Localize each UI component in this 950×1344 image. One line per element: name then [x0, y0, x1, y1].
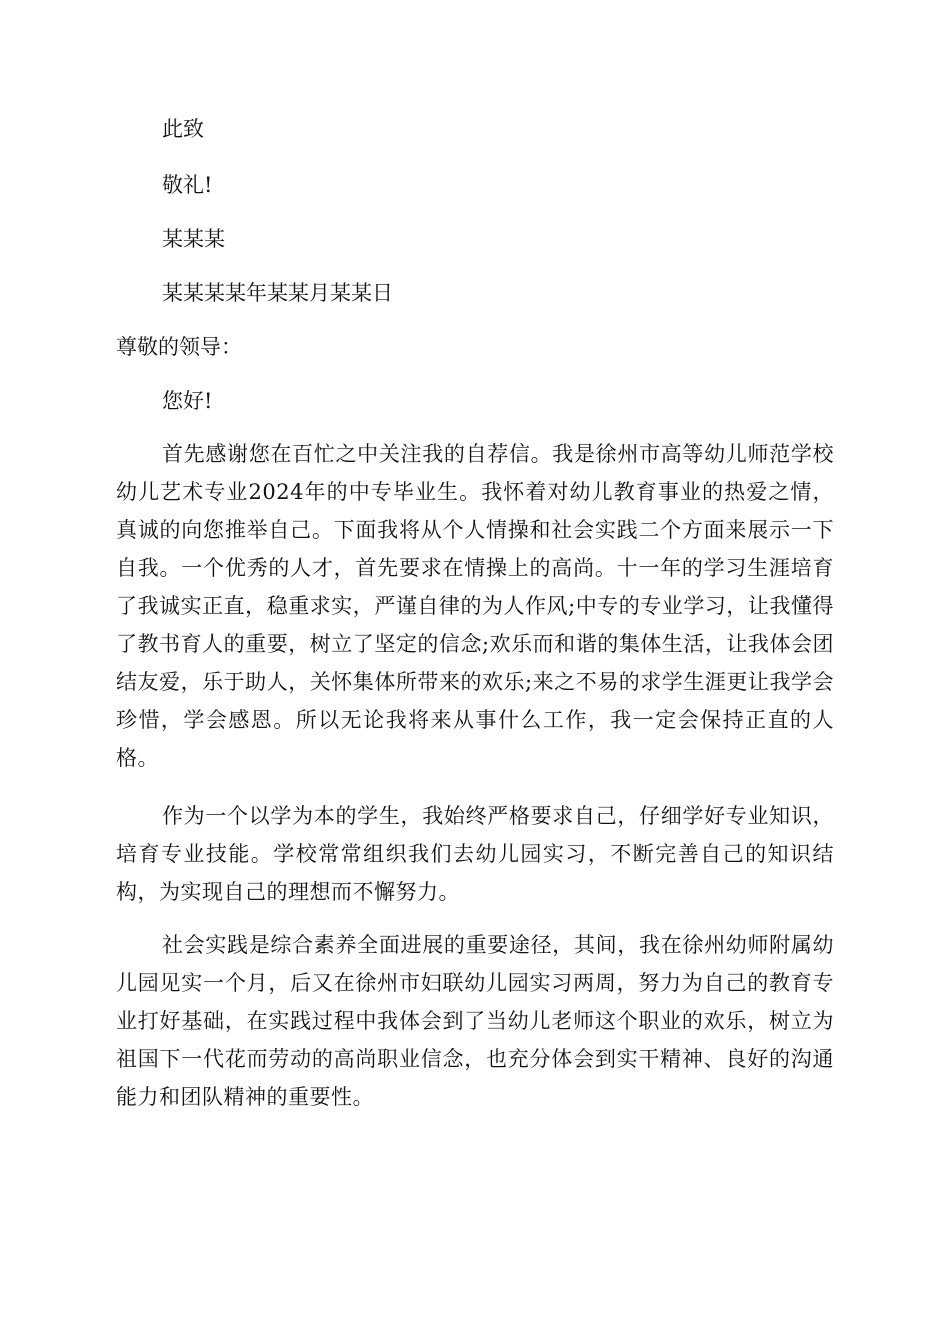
paragraph-text: 作为一个以学为本的学生，我始终严格要求自己，仔细学好专业知识，培育专业技能。学校常常组织我们去幼儿园实习，不断完善自己的知识结构，为实现自己的理想而不懈努力。 [116, 804, 834, 904]
closing-line-1: 此致 [162, 117, 204, 141]
closing-line-2: 敬礼! [162, 173, 213, 197]
signature: 某某某 [162, 227, 225, 251]
letter-salutation: 尊敬的领导： [116, 335, 242, 359]
letter-paragraph-3 [116, 926, 834, 1116]
letter-paragraph-2 [116, 797, 834, 911]
paragraph-text: 首先感谢您在百忙之中关注我的自荐信。我是徐州市高等幼儿师范学校幼儿艺术专业2024年的中专毕业生。我怀着对幼儿教育事业的热爱之情，真诚的向您推举自己。下面我将从个人情操和社会实践二个方面来展示一下自我。一个优秀的人才，首先要求在情操上的高尚。十一年的学习生涯培育了我诚实正直，稳重求实，严谨自律的为人作风;中专的专业学习，让我懂得了教书育人的重要，树立了坚定的信念;欢乐而和谐的集体生活，让我体会团结友爱，乐于助人，关怀集体所带来的欢乐;来之不易的求学生涯更让我学会珍惜，学会感恩。所以无论我将来从事什么工作，我一定会保持正直的人格。 [116, 442, 834, 770]
paragraph-text: 社会实践是综合素养全面进展的重要途径，其间，我在徐州幼师附属幼儿园见实一个月，后又在徐州市妇联幼儿园实习两周，努力为自己的教育专业打好基础，在实践过程中我体会到了当幼儿老师这个职业的欢乐，树立为祖国下一代花而劳动的高尚职业信念，也充分体会到实干精神、良好的沟通能力和团队精神的重要性。 [116, 933, 834, 1109]
signature-date: 某某某某年某某月某某日 [162, 281, 393, 305]
letter-greeting: 您好! [162, 389, 213, 413]
letter-paragraph-1 [116, 435, 834, 777]
